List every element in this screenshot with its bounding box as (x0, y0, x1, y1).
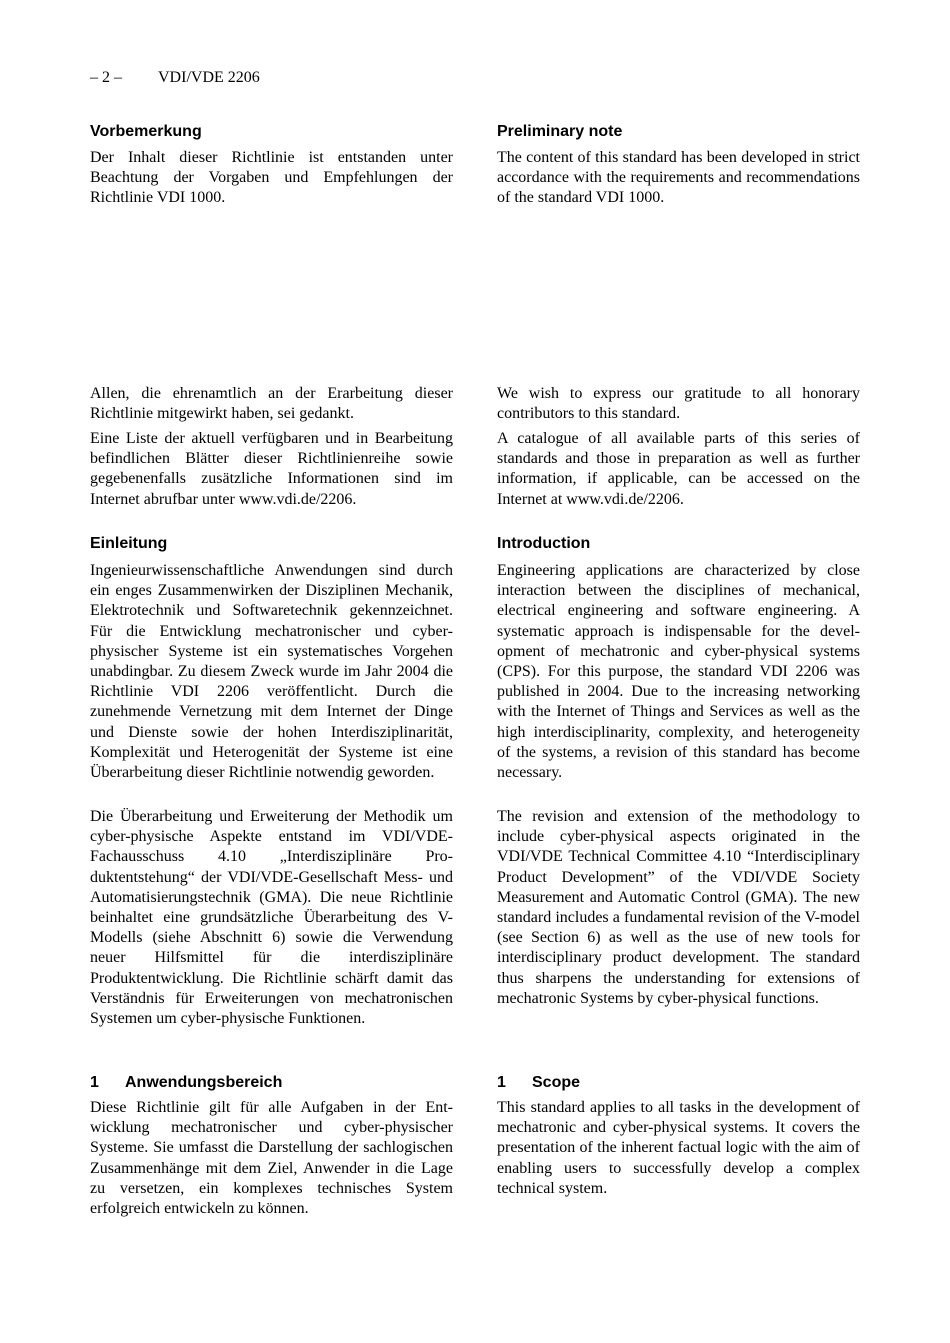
section-1-heading-de (90, 1073, 282, 1093)
einleitung-paragraph-1: Ingenieurwissenschaftliche Anwendungen sind durch ein enges Zusammenwirken der Disziplinen Mechanik, Elektrotechnik und Softwaretechnik gekennzeichnet. Für die Entwicklung mechatronischer und cyber-physischer Systeme ist ein systematisches Vorgehen unabdingbar. Zu diesem Zweck wurde im Jahr 2004 die Richtlinie VDI 2206 veröffentlicht. Durch die zunehmende Vernetzung mit dem Internet der Dinge und Dienste sowie der hohen Interdisziplinarität, Komplexität und Heterogenität der Systeme ist eine Überarbeitung dieser Richtlinie notwendig geworden. (90, 562, 453, 782)
preliminary-note-paragraph: The content of this standard has been developed in strict accordance with the requirements and recommendations of the standard VDI 1000. (497, 149, 860, 207)
einleitung-heading: Einleitung (90, 535, 168, 552)
section-1-paragraph-de: Diese Richtlinie gilt für alle Aufgaben in der Entwicklung mechatronischer und cyber-physischer Systeme. Sie umfasst die Darstellung der sachlogischen Zusammenhänge mit dem Ziel, Anwender in die Lage zu versetzen, ein komplexes technisches System erfolgreich entwickeln zu können. (90, 1099, 453, 1218)
page-number: – 2 – (90, 69, 122, 86)
section-1-number-en: 1 (497, 1074, 506, 1091)
preliminary-note-heading: Preliminary note (497, 123, 623, 140)
catalogue-paragraph-en: A catalogue of all available parts of this series of standards and those in preparation as well as further information, if applicable, can be accessed on the Internet at www.vdi.de/2206. (497, 430, 860, 508)
gratitude-paragraph-de: Allen, die ehrenamtlich an der Erarbeitung dieser Richtlinie mitgewirkt haben, sei gedankt. (90, 385, 453, 423)
vorbemerkung-heading: Vorbemerkung (90, 123, 202, 140)
section-1-title-en: Scope (532, 1074, 581, 1091)
introduction-paragraph-2: The revision and extension of the methodology to include cyber-physical aspects originated in the VDI/VDE Technical Committee 4.10 “Interdisciplinary Product Development” of the VDI/VDE Society Measurement and Automatic Control (GMA). The new standard includes a fundamental revision of the V-model (see Section 6) as well as the use of new tools for interdisciplinary product development. The standard thus sharpens the understanding for extensions of mechatronic Systems by cyber-physical functions. (497, 808, 860, 1007)
document-id: VDI/VDE 2206 (158, 69, 260, 86)
catalogue-paragraph-de: Eine Liste der aktuell verfügbaren und in Bearbeitung befindlichen Blätter dieser Richtlinienreihe sowie gegebenenfalls zusätzliche Informationen sind im Internet abrufbar unter www.vdi.de/2206. (90, 430, 453, 508)
section-1-number-de: 1 (90, 1074, 99, 1091)
introduction-heading: Introduction (497, 535, 591, 552)
section-1-paragraph-en: This standard applies to all tasks in the development of mechatronic and cyber-physical systems. It covers the presentation of the inherent factual logic with the aim of enabling users to successfully develop a complex technical system. (497, 1099, 860, 1197)
section-1-heading-en (497, 1073, 580, 1093)
introduction-paragraph-1: Engineering applications are characterized by close interaction between the disciplines of mechanical, electrical engineering and software engineering. A systematic approach is indispensable for the development of mechatronic and cyber-physical systems (CPS). For this purpose, the standard VDI 2206 was published in 2004. Due to the increasing networking with the Internet of Things and Services as well as the high interdisciplinarity, complexity, and heterogeneity of the systems, a revision of this standard has become necessary. (497, 562, 860, 782)
einleitung-paragraph-2: Die Überarbeitung und Erweiterung der Methodik um cyber-physische Aspekte entstand im VDI/​VDE-Fachausschuss 4.10 „Interdisziplinäre Produktentstehung“ der VDI/VDE-Gesellschaft Mess- und Automatisierungstechnik (GMA). Die neue Richtlinie beinhaltet eine grundsätzliche Überarbeitung des V-Modells (siehe Abschnitt 6) sowie die Verwendung neuer Hilfsmittel für die interdisziplinäre Produktentwicklung. Die Richtlinie schärft damit das Verständnis für Erweiterungen von mechatronischen Systemen um cyber-physische Funktionen. (90, 808, 453, 1028)
vorbemerkung-paragraph: Der Inhalt dieser Richtlinie ist entstanden unter Beachtung der Vorgaben und Empfehlungen der Richtlinie VDI 1000. (90, 149, 453, 207)
page-header (90, 68, 260, 88)
section-1-title-de: Anwendungsbereich (125, 1074, 283, 1091)
gratitude-paragraph-en: We wish to express our gratitude to all honorary contributors to this standard. (497, 385, 860, 423)
